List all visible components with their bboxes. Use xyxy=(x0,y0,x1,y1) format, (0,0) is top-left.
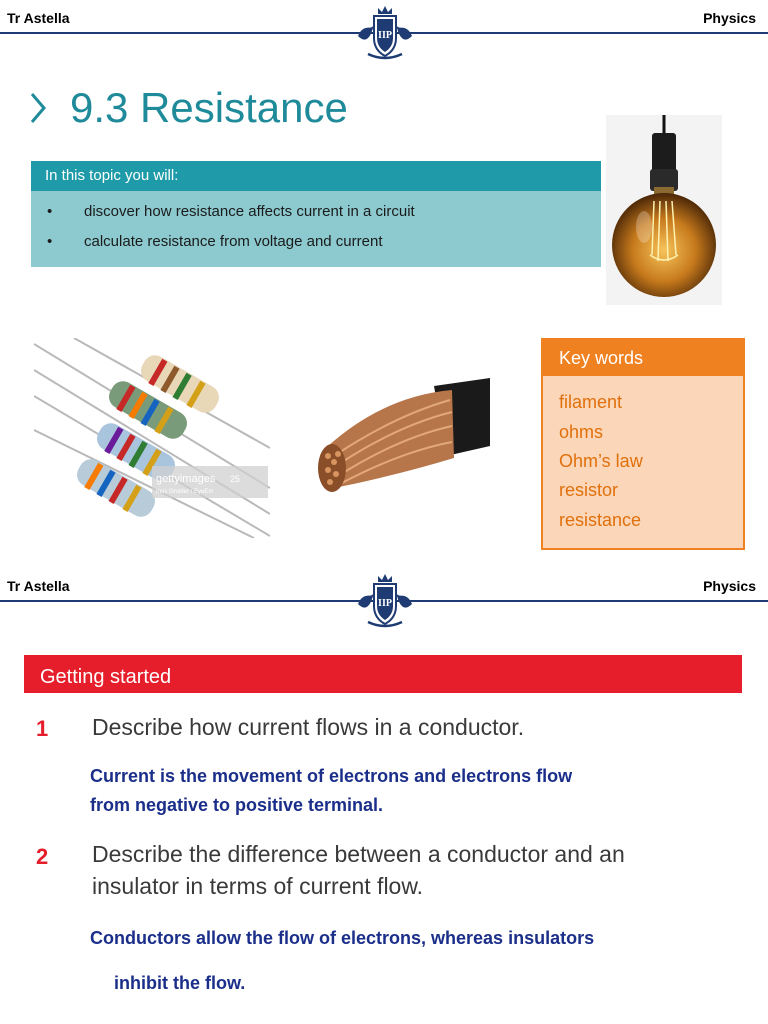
filament-bulb-image xyxy=(606,115,722,305)
copper-wire-image xyxy=(314,376,490,502)
svg-text:IIP: IIP xyxy=(378,598,392,609)
key-word: ohms xyxy=(559,422,604,442)
key-words-heading: Key words xyxy=(543,340,743,376)
key-word: resistor xyxy=(559,480,619,500)
question-number: 2 xyxy=(36,844,49,869)
topic-box xyxy=(31,161,601,267)
slide-header xyxy=(0,0,768,60)
svg-text:IIP: IIP xyxy=(378,30,392,41)
key-word: Ohm’s law xyxy=(559,451,643,471)
watermark-number: 25 xyxy=(230,474,241,484)
question-number: 1 xyxy=(36,716,49,741)
school-crest-icon xyxy=(352,2,418,62)
school-crest-icon xyxy=(352,570,418,630)
subject-name: Physics xyxy=(703,578,756,594)
topic-item-text: calculate resistance from voltage and current xyxy=(84,233,383,250)
key-word: resistance xyxy=(559,510,642,530)
getting-started-label: Getting started xyxy=(40,666,172,688)
watermark-brand: gettyimages xyxy=(156,473,216,485)
slide-2 xyxy=(0,568,768,1024)
resistors-image xyxy=(34,338,270,538)
question-text: Describe how current flows in a conductor. xyxy=(92,714,525,740)
watermark-credit: Inus Grobler / EyeEm xyxy=(156,489,214,495)
subject-name: Physics xyxy=(703,10,756,26)
answer-line: from negative to positive terminal. xyxy=(90,795,384,815)
teacher-name: Tr Astella xyxy=(7,578,70,594)
getting-started-bar xyxy=(24,655,742,693)
slide-header xyxy=(0,568,768,628)
answer-line: inhibit the flow. xyxy=(114,973,246,993)
answer-line: Conductors allow the flow of electrons, whereas insulators xyxy=(90,928,595,948)
chevron-right-icon xyxy=(28,88,48,128)
topic-item-text: discover how resistance affects current in a circuit xyxy=(84,203,415,220)
teacher-name: Tr Astella xyxy=(7,10,70,26)
page-title: 9.3 Resistance xyxy=(70,84,348,131)
key-words-box xyxy=(541,338,745,550)
question-text: Describe the difference between a conductor and an xyxy=(92,841,625,867)
bullet-icon: • xyxy=(47,233,53,250)
question-text: insulator in terms of current flow. xyxy=(92,873,424,899)
topic-heading: In this topic you will: xyxy=(31,161,601,191)
answer-line: Current is the movement of electrons and electrons flow xyxy=(90,766,573,786)
bullet-icon: • xyxy=(47,203,53,220)
key-word: filament xyxy=(559,392,623,412)
